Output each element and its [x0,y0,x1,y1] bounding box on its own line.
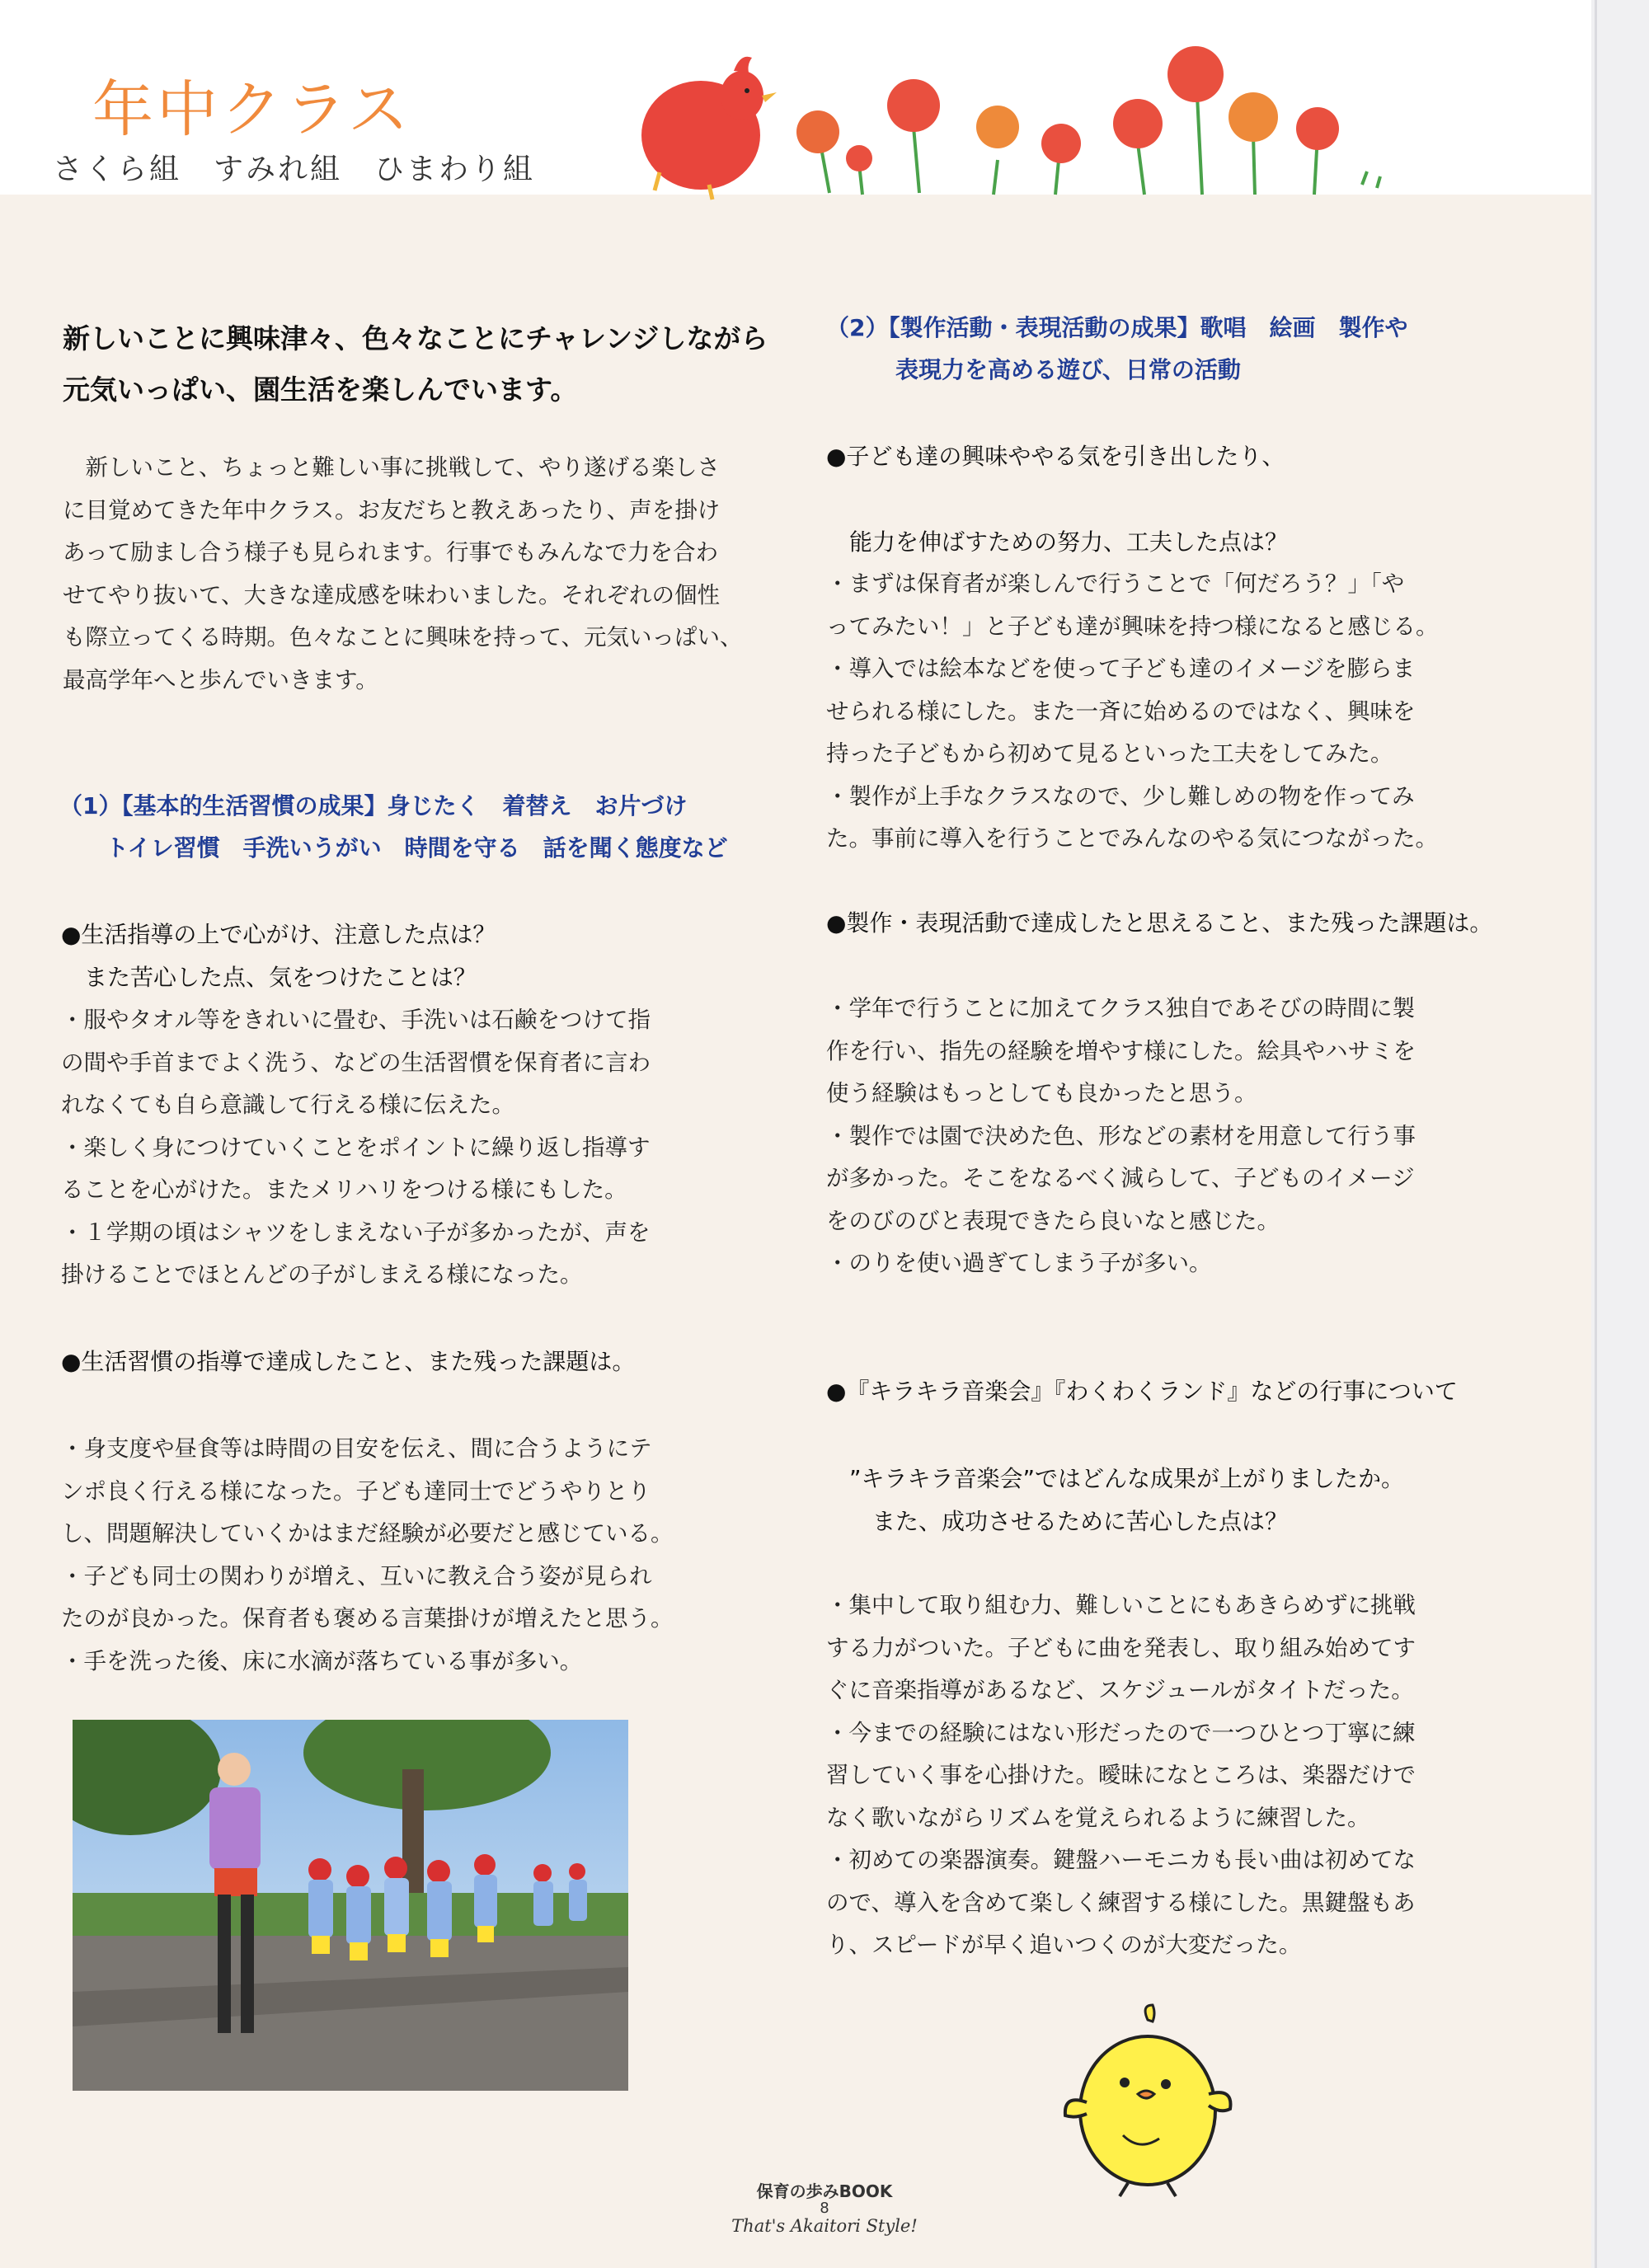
flower-group [796,46,1380,195]
chick-illustration [1057,2003,1238,2201]
red-bird-illustration [641,57,777,200]
section2-question1: ●子ども達の興味ややる気を引き出したり、 [826,443,1285,470]
text-line: ので、導入を含めて楽しく練習する様にした。黒鍵盤もあ [826,1889,1416,1916]
text-line: ることを心がけた。またメリハリをつける様にもした。 [61,1176,627,1203]
text-line: の間や手首までよく洗う、などの生活習慣を保育者に言わ [61,1049,651,1076]
page-title: 年中クラス [92,74,412,145]
text-line: ・導入では絵本などを使って子ども達のイメージを膨らま [826,655,1416,682]
text-line: れなくても自ら意識して行える様に伝えた。 [61,1092,514,1118]
text-line: 掛けることでほとんどの子がしまえる様になった。 [61,1261,583,1288]
heading-line: 表現力を高める遊び、日常の活動 [826,356,1241,383]
text-line: し、問題解決していくかはまだ経験が必要だと感じている。 [61,1520,674,1547]
class-walk-photo [73,1720,628,2091]
text-line: なく歌いながらリズムを覚えられるように練習した。 [826,1804,1370,1831]
section2-answer3 [826,1585,1416,1967]
section2-heading [826,307,1408,391]
section2-question3: ●『キラキラ音楽会』『わくわくランド』などの行事について [826,1378,1458,1405]
text-line: する力がついた。子どもに曲を発表し、取り組み始めてす [826,1634,1416,1661]
question-line: また、成功させるために苦心した点は？ [826,1507,1289,1535]
section2-answer2 [826,988,1416,1285]
text-line: をのびのびと表現できたら良いなと感じた。 [826,1207,1280,1234]
question-line: ”キラキラ音楽会”ではどんな成果が上がりましたか。 [826,1465,1405,1492]
question-line: ●生活指導の上で心がけ、注意した点は？ [61,921,496,948]
text-line: ・製作が上手なクラスなので、少し難しめの物を作ってみ [826,782,1415,810]
text-line: ・服やタオル等をきれいに畳む、手洗いは石鹸をつけて指 [61,1007,651,1033]
text-line: が多かった。そこをなるべく減らして、子どものイメージ [826,1165,1415,1191]
section1-answer2 [61,1428,674,1683]
section1-question1 [61,913,496,998]
section2-question3-sub [826,1458,1404,1543]
text-line: も際立ってくる時期。色々なことに興味を持って、元気いっぱい、 [63,624,743,650]
page-number: 8 [820,2200,829,2217]
section1-heading [59,785,728,869]
text-line: ンポ良く行える様になった。子ども達同士でどうやりとり [61,1477,651,1505]
text-line: ってみたい！」と子ども達が興味を持つ様になると感じる。 [826,613,1439,640]
text-line: に目覚めてきた年中クラス。お友だちと教えあったり、声を掛け [63,496,721,524]
section2-question2: ●製作・表現活動で達成したと思えること、また残った課題は。 [826,909,1493,937]
section2-answer1 [826,563,1439,861]
text-line: せてやり抜いて、大きな達成感を味わいました。それぞれの個性 [63,581,720,608]
text-line: り、スピードが早く追いつくのが大変だった。 [826,1932,1302,1958]
text-line: ・子ども同士の関わりが増え、互いに教え合う姿が見られ [61,1562,652,1589]
page-edge-line [1595,0,1597,2268]
intro-paragraph [63,447,742,702]
page-edge [1591,0,1649,2268]
text-line: 新しいこと、ちょっと難しい事に挑戦して、やり遂げる楽しさ [63,454,720,481]
text-line: 作を行い、指先の経験を増やす様にした。絵具やハサミを [826,1037,1416,1064]
text-line: ・楽しく身につけていくことをポイントに繰り返し指導す [61,1134,651,1161]
lead-text [63,313,788,416]
text-line: せられる様にした。また一斉に始めるのではなく、興味を [826,697,1416,725]
text-line: 最高学年へと歩んでいきます。 [63,666,378,693]
text-line: ・１学期の頃はシャツをしまえない子が多かったが、声を [61,1219,651,1246]
heading-line: （1）【基本的生活習慣の成果】身じたく 着替え お片づけ [59,792,688,819]
heading-line: トイレ習慣 手洗いうがい 時間を守る 話を聞く態度など [59,834,728,862]
text-line: ぐに音楽指導があるなど、スケジュールがタイトだった。 [826,1677,1414,1703]
text-line: ・まずは保育者が楽しんで行うことで「何だろう？」「や [826,571,1405,597]
text-line: あって励まし合う様子も見られます。行事でもみんなで力を合わ [63,539,719,566]
question-line: また苦心した点、気をつけたことは？ [61,963,477,991]
text-line: た。事前に導入を行うことでみんなのやる気につながった。 [826,825,1438,852]
text-line: ・製作では園で決めた色、形などの素材を用意して行う事 [826,1122,1416,1149]
text-line: ・手を洗った後、床に水滴が落ちている事が多い。 [61,1647,583,1674]
flower-bird-illustration [610,20,1435,201]
section1-question2: ●生活習慣の指導で達成したこと、また残った課題は。 [61,1348,636,1375]
text-line: ・今までの経験にはない形だったので一つひとつ丁寧に練 [826,1719,1416,1746]
text-line: たのが良かった。保育者も褒める言葉掛けが増えたと思う。 [61,1605,674,1632]
text-line: ・身支度や昼食等は時間の目安を伝え、間に合うようにテ [61,1435,652,1462]
text-line: ・のりを使い過ぎてしまう子が多い。 [826,1250,1212,1276]
lead-line: 元気いっぱい、園生活を楽しんでいます。 [63,373,578,406]
text-line: ・集中して取り組む力、難しいことにもあきらめずに挑戦 [826,1592,1416,1618]
text-line: 使う経験はもっとしても良かったと思う。 [826,1080,1257,1106]
section1-answer1 [61,999,651,1297]
footer-book-title: 保育の歩みBOOK [756,2181,893,2201]
text-line: ・初めての楽器演奏。鍵盤ハーモニカも長い曲は初めてな [826,1847,1416,1873]
text-line: 習していく事を心掛けた。曖昧になところは、楽器だけで [826,1762,1416,1788]
text-line: 持った子どもから初めて見るといった工夫をしてみた。 [826,740,1393,767]
lead-line: 新しいことに興味津々、色々なことにチャレンジしながら [63,322,768,355]
text-line: ・学年で行うことに加えてクラス独自であそびの時間に製 [826,995,1416,1021]
class-names: さくら組 すみれ組 ひまわり組 [53,153,536,186]
heading-line: （2）【製作活動・表現活動の成果】歌唱 絵画 製作や [826,314,1408,341]
section2-question1-cont: 能力を伸ばすための努力、工夫した点は？ [826,528,1289,556]
footer-tagline: That's Akaitori Style! [731,2216,918,2236]
